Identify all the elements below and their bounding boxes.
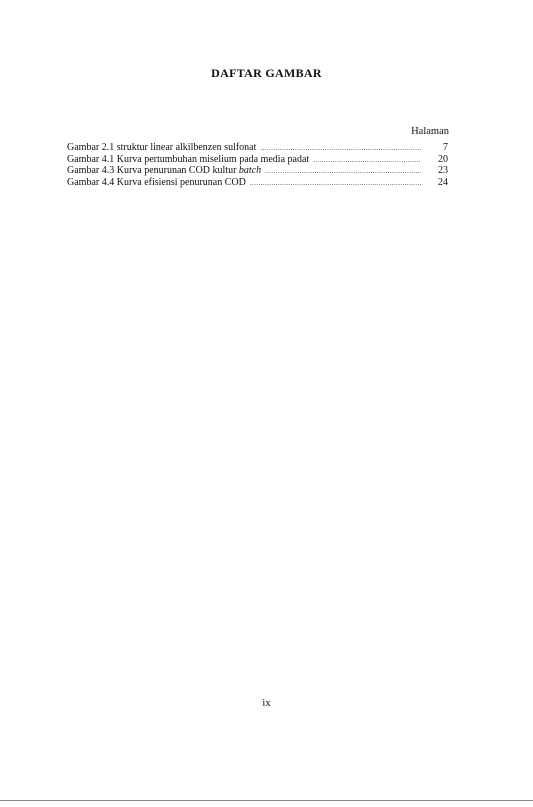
figure-list	[67, 142, 448, 188]
figure-label: Gambar 4.1	[67, 153, 115, 165]
figure-entry-title	[67, 142, 256, 154]
figure-page-number: 24	[438, 176, 448, 188]
figure-entry-title	[67, 177, 246, 189]
figure-caption: Kurva penurunan COD kultur	[116, 165, 237, 176]
figure-label: Gambar 2.1	[67, 142, 115, 153]
figure-page-number: 20	[438, 153, 448, 165]
dot-leader	[265, 166, 421, 178]
figure-label: Gambar 4.3	[67, 165, 115, 176]
figure-page-number: 7	[443, 142, 448, 153]
page-title: DAFTAR GAMBAR	[211, 66, 322, 80]
figure-caption: Kurva pertumbuhan miselium pada media padat	[116, 153, 310, 165]
bottom-divider	[0, 800, 533, 801]
figure-entry-title	[67, 154, 309, 166]
figure-list-item[interactable]	[67, 165, 448, 177]
figure-list-item[interactable]	[67, 142, 448, 154]
dot-leader	[313, 155, 421, 167]
page-column-label: Halaman	[411, 126, 449, 137]
figure-list-item[interactable]	[67, 177, 448, 189]
footer-page-number: ix	[262, 698, 271, 709]
figure-page-number: 23	[438, 165, 448, 176]
figure-list-item[interactable]	[67, 154, 448, 166]
dot-leader	[250, 178, 421, 190]
figure-label: Gambar 4.4	[67, 176, 115, 188]
figure-caption-italic: batch	[238, 165, 262, 176]
figure-caption: struktur linear alkilbenzen sulfonat	[116, 142, 257, 153]
figure-entry-title	[67, 165, 261, 177]
figure-caption: Kurva efisiensi penurunan COD	[116, 176, 246, 188]
